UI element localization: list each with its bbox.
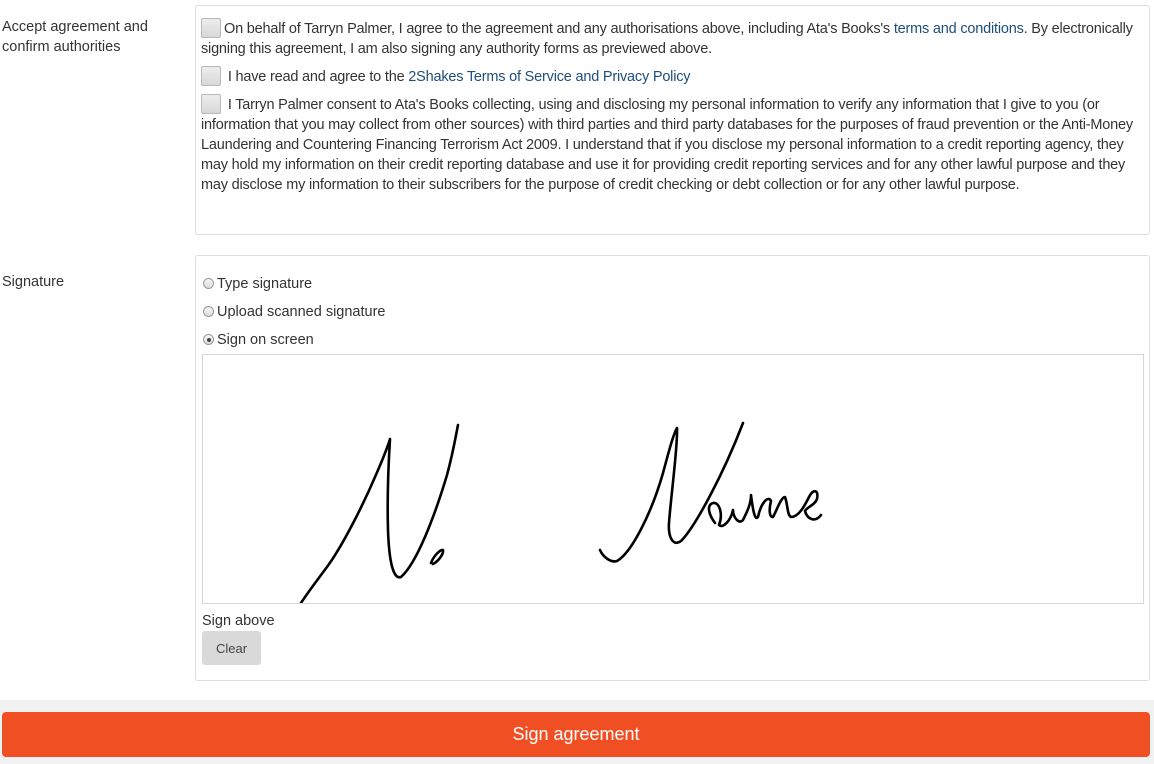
agreement-panel — [195, 5, 1150, 235]
service-terms-text: I have read and agree to the — [227, 69, 409, 85]
type-signature-label: Type signature — [217, 276, 313, 292]
signature-pad[interactable] — [202, 354, 1144, 604]
agreement-item-consent — [201, 94, 1143, 195]
signature-section — [0, 255, 1154, 685]
consent-checkbox[interactable] — [201, 94, 221, 114]
agreement-section — [0, 0, 1154, 240]
sign-agreement-button[interactable]: Sign agreement — [2, 712, 1150, 757]
clear-signature-button[interactable]: Clear — [202, 631, 261, 665]
terms-checkbox[interactable] — [201, 18, 221, 38]
agreement-label: Accept agreement and confirm authorities — [2, 19, 148, 55]
signature-drawing — [203, 355, 1144, 604]
signature-label: Signature — [2, 274, 65, 290]
terms-and-conditions-link[interactable]: terms and conditions — [893, 21, 1024, 37]
type-signature-option[interactable] — [202, 274, 1143, 302]
upload-signature-radio[interactable] — [203, 306, 214, 317]
terms-text-after: . By electronically signing this agreement, I am also signing any authority forms as previewed above. — [201, 21, 1133, 57]
upload-signature-option[interactable] — [202, 302, 1143, 330]
consent-text: I Tarryn Palmer consent to Ata's Books collecting, using and disclosing my personal information to verify any information that I give to you (or information that you may collect from other sources) with third parties and third party databases for the purposes of fraud prevention or the Anti-Money Laundering and Countering Financing Terrorism Act 2009. I understand that if you disclose my personal information to a credit reporting agency, they may hold my information on their credit reporting database and use it for providing credit reporting services and for any other lawful purpose and they may disclose my information to their subscribers for the purpose of credit checking or debt collection or for any other lawful purpose. — [201, 97, 1133, 193]
sign-on-screen-radio[interactable] — [203, 334, 214, 345]
terms-text: On behalf of Tarryn Palmer, I agree to the agreement and any authorisations above, including Ata's Books's — [224, 21, 894, 37]
service-terms-link[interactable]: 2Shakes Terms of Service and Privacy Policy — [408, 69, 691, 85]
upload-signature-label: Upload scanned signature — [217, 304, 386, 320]
signature-panel — [195, 255, 1150, 681]
sign-on-screen-label: Sign on screen — [217, 332, 314, 348]
agreement-item-service — [201, 66, 1143, 87]
footer-bar — [0, 700, 1154, 764]
type-signature-radio[interactable] — [203, 278, 214, 289]
service-terms-checkbox[interactable] — [201, 66, 221, 86]
signature-hint: Sign above — [202, 613, 275, 629]
agreement-item-terms — [201, 18, 1143, 59]
